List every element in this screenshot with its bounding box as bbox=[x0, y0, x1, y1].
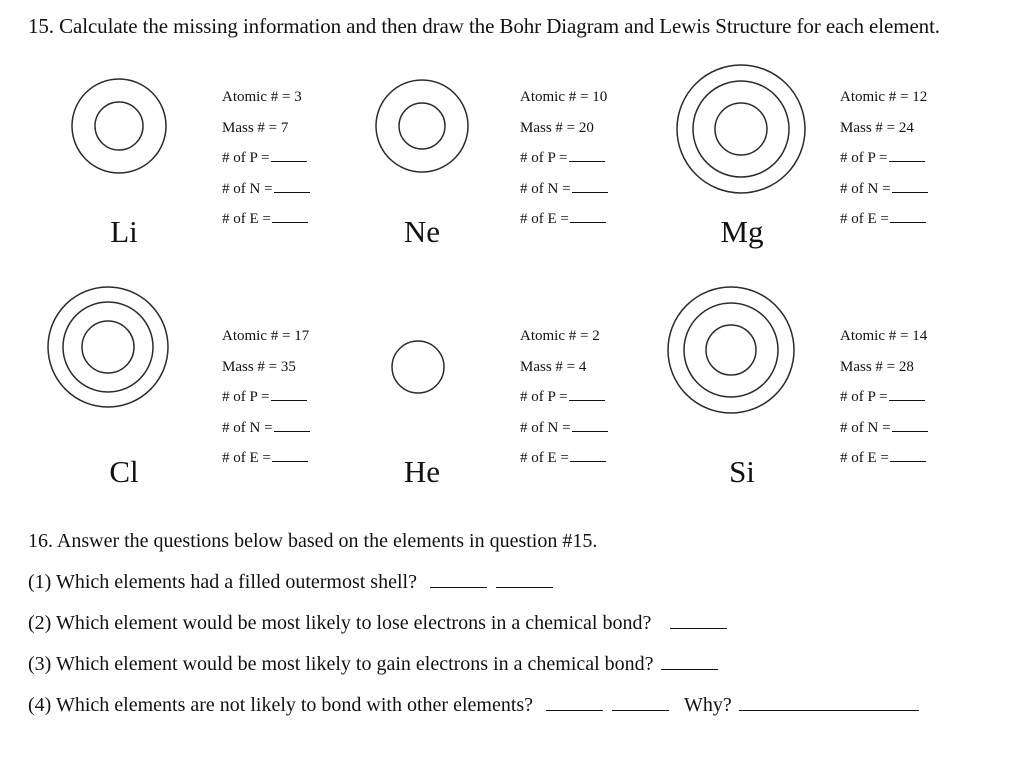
protons-label: # of P = bbox=[222, 389, 270, 405]
neutrons-blank[interactable] bbox=[572, 417, 608, 432]
question-2-text: (2) Which element would be most likely to lose electrons in a chemical bond? bbox=[28, 612, 652, 634]
neutrons-blank[interactable] bbox=[892, 178, 928, 193]
question-16-part-1 bbox=[28, 571, 553, 594]
mass-number: Mass # = 35 bbox=[222, 358, 296, 375]
answer-blank-4a[interactable] bbox=[546, 694, 603, 711]
bohr-diagram-ne bbox=[374, 78, 470, 174]
protons-label: # of P = bbox=[520, 389, 568, 405]
answer-blank-4b[interactable] bbox=[612, 694, 669, 711]
element-symbol-cl: Cl bbox=[109, 454, 139, 489]
protons-blank[interactable] bbox=[569, 386, 605, 401]
mass-number: Mass # = 20 bbox=[520, 119, 594, 136]
element-info-mg bbox=[840, 82, 928, 235]
electrons-blank[interactable] bbox=[570, 447, 606, 462]
element-info-si bbox=[840, 321, 928, 474]
electrons-blank[interactable] bbox=[570, 208, 606, 223]
neutrons-blank[interactable] bbox=[274, 417, 310, 432]
electrons-blank[interactable] bbox=[890, 447, 926, 462]
element-symbol-ne: Ne bbox=[403, 214, 441, 249]
electrons-label: # of E = bbox=[222, 450, 271, 466]
element-info-li bbox=[222, 82, 310, 235]
element-symbol-mg: Mg bbox=[720, 214, 764, 249]
electrons-blank[interactable] bbox=[890, 208, 926, 223]
mass-number: Mass # = 4 bbox=[520, 358, 587, 375]
bohr-diagram-li bbox=[69, 76, 169, 176]
protons-label: # of P = bbox=[840, 389, 888, 405]
question-16-part-3 bbox=[28, 653, 718, 676]
element-info-cl bbox=[222, 321, 310, 474]
electrons-label: # of E = bbox=[222, 211, 271, 227]
element-symbol-li: Li bbox=[110, 214, 138, 249]
electrons-label: # of E = bbox=[520, 211, 569, 227]
atomic-number: Atomic # = 10 bbox=[520, 89, 608, 105]
electrons-label: # of E = bbox=[840, 450, 889, 466]
question-16-part-4 bbox=[28, 694, 919, 717]
neutrons-blank[interactable] bbox=[892, 417, 928, 432]
question-4-text: (4) Which elements are not likely to bond with other elements? bbox=[28, 694, 534, 716]
why-answer-blank[interactable] bbox=[739, 694, 919, 711]
protons-blank[interactable] bbox=[889, 147, 925, 162]
electrons-blank[interactable] bbox=[272, 208, 308, 223]
protons-blank[interactable] bbox=[271, 147, 307, 162]
protons-label: # of P = bbox=[520, 150, 568, 166]
question-3-text: (3) Which element would be most likely to gain electrons in a chemical bond? bbox=[28, 653, 654, 675]
neutrons-label: # of N = bbox=[520, 180, 571, 197]
element-symbol-he: He bbox=[403, 454, 441, 489]
question-1-text: (1) Which elements had a filled outermost shell? bbox=[28, 571, 417, 593]
element-info-ne bbox=[520, 82, 608, 235]
element-info-he bbox=[520, 321, 608, 474]
atomic-number: Atomic # = 17 bbox=[222, 328, 310, 344]
question-15-title: 15. Calculate the missing information and then draw the Bohr Diagram and Lewis Structure for each element. bbox=[28, 14, 940, 38]
neutrons-label: # of N = bbox=[520, 419, 571, 436]
answer-blank-3[interactable] bbox=[661, 653, 718, 670]
bohr-diagram-he bbox=[390, 339, 446, 395]
bohr-diagram-cl bbox=[46, 285, 170, 409]
bohr-diagram-si bbox=[666, 285, 796, 415]
neutrons-label: # of N = bbox=[840, 419, 891, 436]
element-symbol-si: Si bbox=[729, 454, 755, 489]
atomic-number: Atomic # = 14 bbox=[840, 328, 928, 344]
question-16-part-2 bbox=[28, 612, 727, 635]
answer-blank-1a[interactable] bbox=[430, 571, 487, 588]
protons-blank[interactable] bbox=[569, 147, 605, 162]
neutrons-label: # of N = bbox=[840, 180, 891, 197]
bohr-diagram-mg bbox=[674, 62, 808, 196]
atomic-number: Atomic # = 3 bbox=[222, 89, 302, 105]
protons-blank[interactable] bbox=[889, 386, 925, 401]
mass-number: Mass # = 24 bbox=[840, 119, 914, 136]
mass-number: Mass # = 7 bbox=[222, 119, 289, 136]
atomic-number: Atomic # = 2 bbox=[520, 328, 600, 344]
neutrons-blank[interactable] bbox=[572, 178, 608, 193]
atomic-number: Atomic # = 12 bbox=[840, 89, 928, 105]
electrons-blank[interactable] bbox=[272, 447, 308, 462]
why-label: Why? bbox=[684, 694, 732, 716]
neutrons-label: # of N = bbox=[222, 419, 273, 436]
electrons-label: # of E = bbox=[520, 450, 569, 466]
protons-label: # of P = bbox=[840, 150, 888, 166]
mass-number: Mass # = 28 bbox=[840, 358, 914, 375]
neutrons-label: # of N = bbox=[222, 180, 273, 197]
protons-blank[interactable] bbox=[271, 386, 307, 401]
electrons-label: # of E = bbox=[840, 211, 889, 227]
answer-blank-2[interactable] bbox=[670, 612, 727, 629]
protons-label: # of P = bbox=[222, 150, 270, 166]
answer-blank-1b[interactable] bbox=[496, 571, 553, 588]
neutrons-blank[interactable] bbox=[274, 178, 310, 193]
question-16-intro: 16. Answer the questions below based on the elements in question #15. bbox=[28, 530, 598, 552]
